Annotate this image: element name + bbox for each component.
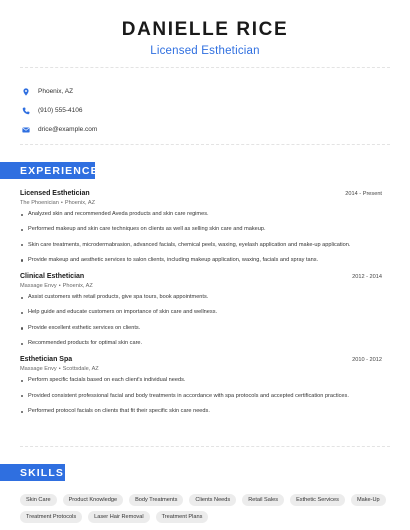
job-title: Esthetician Spa	[20, 356, 73, 364]
person-name: DANIELLE RICE	[121, 19, 289, 40]
job-bullets	[20, 294, 382, 347]
skill-chip: Body Treatments	[129, 494, 183, 506]
job-entry	[20, 355, 382, 415]
job-dates: 2014 - Present	[345, 191, 382, 197]
skill-chip: Laser Hair Removal	[88, 511, 149, 523]
skill-chip: Skin Care	[20, 494, 57, 506]
skill-chip: Retail Sales	[242, 494, 284, 506]
job-dates: 2010 - 2012	[352, 357, 382, 364]
job-company: The Phoenician	[20, 200, 59, 206]
resume-header	[0, 0, 410, 58]
job-entry	[20, 189, 382, 264]
job-title: Clinical Esthetician	[20, 273, 85, 281]
contact-phone-text: (910) 555-4106	[38, 107, 83, 114]
contact-location	[22, 82, 97, 101]
map-pin-icon	[22, 88, 30, 96]
contact-phone[interactable]	[22, 101, 97, 120]
skill-chip: Treatment Plans	[156, 511, 209, 523]
job-entry	[20, 272, 382, 347]
job-bullet: Help guide and educate customers on importance of skin care and wellness.	[20, 309, 382, 316]
job-location: Phoenix, AZ	[62, 283, 93, 290]
job-org: Massage Envy • Scottsdale, AZ	[20, 366, 99, 373]
job-bullet: Analyzed skin and recommended Aveda products and skin care regimes.	[20, 211, 382, 218]
skill-chip: Product Knowledge	[63, 494, 124, 506]
skill-chip: Clients Needs	[189, 494, 236, 506]
job-location: Phoenix, AZ	[64, 200, 96, 206]
job-bullet: Provide makeup and aesthetic services to salon clients, including makeup application, waxing, facials and spray tans.	[20, 257, 382, 264]
job-title: Licensed Esthetician	[20, 190, 90, 197]
skills-heading: SKILLS	[0, 464, 65, 481]
job-bullets	[20, 377, 382, 415]
job-bullet: Provide excellent esthetic services on clients.	[20, 325, 382, 332]
skill-chip: Esthetic Services	[290, 494, 345, 506]
experience-heading: EXPERIENCE	[0, 162, 95, 179]
job-company: Massage Envy	[20, 366, 57, 373]
envelope-icon	[22, 126, 30, 134]
phone-icon	[22, 107, 30, 115]
experience-divider	[20, 446, 390, 447]
contact-location-text: Phoenix, AZ	[38, 88, 74, 95]
job-org: The Phoenician • Phoenix, AZ	[20, 200, 96, 206]
job-dates: 2012 - 2014	[352, 274, 382, 281]
contact-divider	[20, 144, 390, 145]
job-bullet: Skin care treatments, microdermabrasion, advanced facials, chemical peels, waxing, eyelash application and make-up application.	[20, 242, 382, 249]
contact-email-text: drice@example.com	[38, 126, 98, 133]
contact-list	[22, 82, 97, 139]
skill-chip: Treatment Protocols	[20, 511, 82, 523]
contact-email[interactable]	[22, 120, 97, 139]
job-bullet: Assist customers with retail products, give spa tours, book appointments.	[20, 294, 382, 301]
job-company: Massage Envy	[20, 283, 57, 290]
job-bullet: Perform specific facials based on each client's individual needs.	[20, 377, 382, 384]
skills-list	[20, 494, 390, 523]
job-bullet: Performed protocol facials on clients that fit their specific skin care needs.	[20, 408, 382, 415]
job-title-headline: Licensed Esthetician	[150, 45, 260, 57]
job-location: Scottsdale, AZ	[62, 366, 99, 373]
job-bullet: Recommended products for optimal skin care.	[20, 340, 382, 347]
job-org: Massage Envy • Phoenix, AZ	[20, 283, 93, 290]
job-bullets	[20, 211, 382, 264]
job-bullet: Provided consistent professional facial and body treatments in accordance with spa protocols and accepted certification practices.	[20, 393, 382, 400]
skill-chip: Make-Up	[351, 494, 386, 506]
job-bullet: Performed makeup and skin care techniques on clients as well as selling skin care and makeup.	[20, 226, 382, 233]
header-divider	[20, 67, 390, 68]
experience-section	[20, 189, 382, 423]
